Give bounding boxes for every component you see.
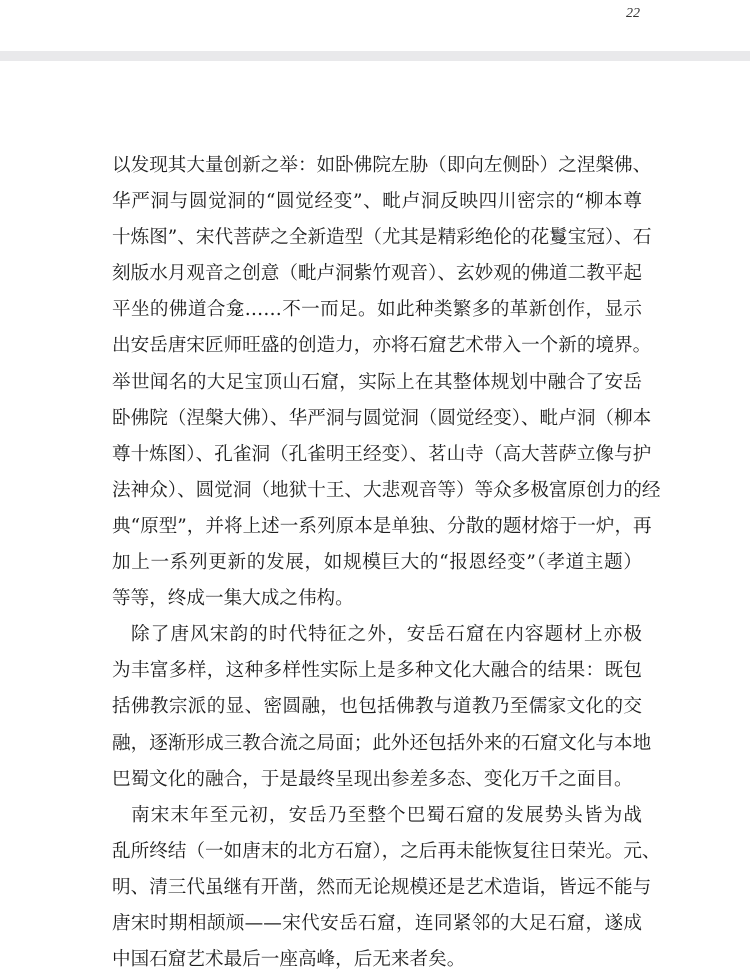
text-line: 卧佛院（涅槃大佛）、华严洞与圆觉洞（圆觉经变）、毗卢洞（柳本 [112,407,652,429]
page-header [0,0,750,50]
text-line: 除了唐风宋韵的时代特征之外，安岳石窟在内容题材上亦极 [131,624,642,646]
text-line: 等等，终成一集大成之伟构。 [112,588,354,610]
text-line: 巴蜀文化的融合，于是最终呈现出参差多态、变化万千之面目。 [112,768,633,790]
text-line: 唐宋时期相颉颃——宋代安岳石窟，连同紧邻的大足石窟，遂成 [112,912,642,934]
text-line: 出安岳唐宋匠师旺盛的创造力，亦将石窟艺术带入一个新的境界。 [112,335,652,357]
header-divider-band [0,51,750,61]
text-line: 南宋末年至元初，安岳乃至整个巴蜀石窟的发展势头皆为战 [131,804,642,826]
text-line: 以发现其大量创新之举：如卧佛院左胁（即向左侧卧）之涅槃佛、 [112,155,652,176]
text-line: 中国石窟艺术最后一座高峰，后无来者矣。 [112,949,466,971]
text-line: 尊十炼图）、孔雀洞（孔雀明王经变）、茗山寺（高大菩萨立像与护 [112,443,652,465]
text-line: 举世闻名的大足宝顶山石窟，实际上在其整体规划中融合了安岳 [112,371,642,393]
text-line: 典“原型”，并将上述一系列原本是单独、分散的题材熔于一炉，再 [112,515,652,537]
text-line: 十炼图”、宋代菩萨之全新造型（尤其是精彩绝伦的花鬘宝冠）、石 [112,227,652,249]
text-line: 明、清三代虽继有开凿，然而无论规模还是艺术造诣，皆远不能与 [112,876,652,898]
text-line: 为丰富多样，这种多样性实际上是多种文化大融合的结果：既包 [112,660,642,682]
page-number: 22 [626,6,640,21]
text-line: 平坐的佛道合龛……不一而足。如此种类繁多的革新创作，显示 [112,299,642,321]
text-line: 法神众）、圆觉洞（地狱十王、大悲观音等）等众多极富原创力的经 [112,479,661,501]
text-line: 华严洞与圆觉洞的“圆觉经变”、毗卢洞反映四川密宗的“柳本尊 [112,191,642,213]
text-line: 加上一系列更新的发展，如规模巨大的“报恩经变”（孝道主题） [112,552,642,574]
body-text [112,148,661,972]
text-line: 乱所终结（一如唐末的北方石窟），之后再未能恢复往日荣光。元、 [112,840,661,862]
text-line: 融，逐渐形成三教合流之局面；此外还包括外来的石窟文化与本地 [112,732,652,754]
text-line: 刻版水月观音之创意（毗卢洞紫竹观音）、玄妙观的佛道二教平起 [112,263,642,285]
text-line: 括佛教宗派的显、密圆融，也包括佛教与道教乃至儒家文化的交 [112,696,642,718]
